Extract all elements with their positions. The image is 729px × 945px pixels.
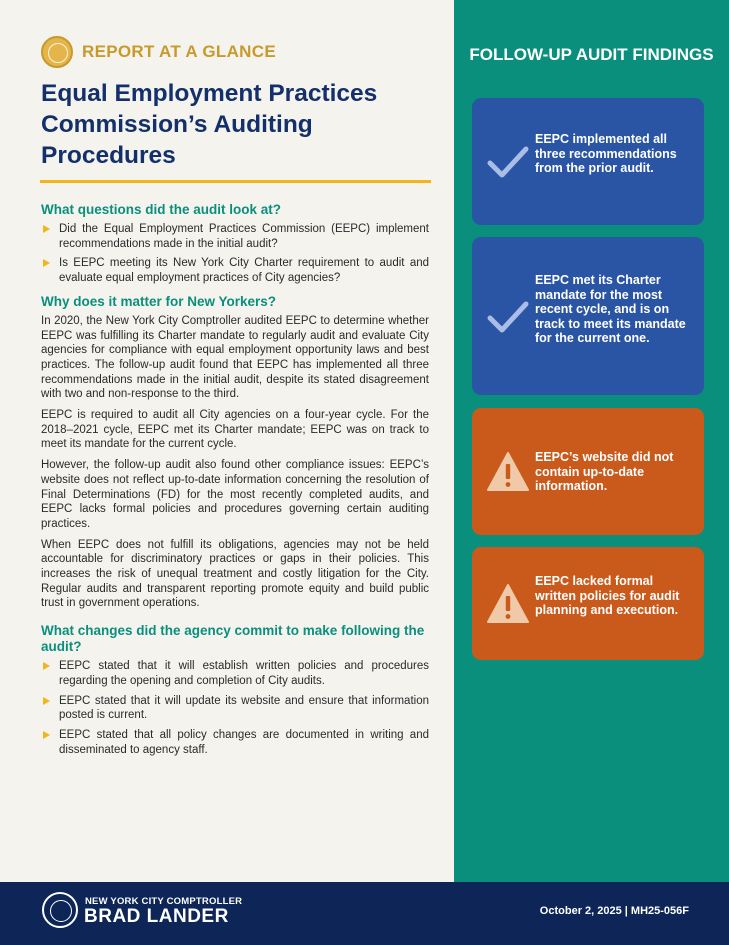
footer-org: NEW YORK CITY COMPTROLLER: [85, 896, 243, 907]
report-date-id: October 2, 2025 | MH25-056F: [539, 905, 689, 917]
footer-name: BRAD LANDER: [84, 906, 229, 927]
questions-list: [41, 222, 429, 286]
finding-text: EEPC lacked formal written policies for audit planning and execution.: [535, 574, 680, 617]
list-item: Is EEPC meeting its New York City Charter requirement to audit and evaluate equal employment practices of City agencies?: [41, 256, 429, 285]
list-item: Did the Equal Employment Practices Commission (EEPC) implement recommendations made in the initial audit?: [41, 222, 429, 251]
checkmark-icon: [486, 141, 530, 185]
finding-card: [472, 547, 704, 660]
finding-card: [472, 98, 704, 225]
findings-title: FOLLOW-UP AUDIT FINDINGS: [469, 45, 714, 64]
title-divider: [40, 180, 431, 183]
report-body: [41, 202, 429, 765]
report-kicker: REPORT AT A GLANCE: [82, 42, 276, 61]
finding-text: EEPC met its Charter mandate for the most recent cycle, and is on track to meet its mandate for the current one.: [535, 273, 686, 345]
why-paragraph: However, the follow-up audit also found other compliance issues: EEPC’s website does not reflect up-to-date information concerning the resolution of Final Determinations (FD) for the most recently completed audits, and EEPC lacks formal policies and procedures governing certain auditing practices.: [41, 459, 429, 530]
why-heading: Why does it matter for New Yorkers?: [41, 293, 277, 309]
why-paragraph: When EEPC does not fulfill its obligations, agencies may not be held accountable for discriminatory practices or gaps in their policies. This increases the risk of unequal treatment and costly litigation for the City. Regular audits and transparent reporting promote equity and build public trust in government operations.: [41, 538, 429, 610]
list-item: EEPC stated that it will update its website and ensure that information posted is current.: [41, 694, 429, 723]
finding-text: EEPC implemented all three recommendations from the prior audit.: [535, 132, 677, 175]
checkmark-icon: [486, 296, 530, 340]
finding-text: EEPC’s website did not contain up-to-date information.: [535, 450, 674, 493]
finding-card: [472, 408, 704, 535]
city-seal-icon: [41, 36, 73, 68]
warning-icon: [486, 582, 530, 626]
why-paragraph: In 2020, the New York City Comptroller audited EEPC to determine whether EEPC was fulfilling its Charter mandate to regularly audit and evaluate City agencies for compliance with equal employment opportunity laws and best practices. The follow-up audit found that EEPC has implemented all three recommendations made in the initial audit, despite its stated disagreement with two and non-response to the third.: [41, 314, 429, 401]
why-paragraph: EEPC is required to audit all City agencies on a four-year cycle. For the 2018–2021 cycle, EEPC met its Charter mandate; EEPC was on track to meet its mandate for the current cycle.: [41, 409, 429, 451]
list-item: EEPC stated that all policy changes are documented in writing and disseminated to agency staff.: [41, 728, 429, 757]
changes-heading: What changes did the agency commit to make following the audit?: [41, 623, 425, 655]
comptroller-seal-icon: [42, 892, 78, 928]
report-title: Equal Employment Practices Commission’s Auditing Procedures: [41, 80, 378, 169]
warning-icon: [486, 450, 530, 494]
finding-card: [472, 237, 704, 395]
changes-list: [41, 659, 429, 757]
list-item: EEPC stated that it will establish written policies and procedures regarding the opening and completion of City audits.: [41, 659, 429, 688]
questions-heading: What questions did the audit look at?: [41, 202, 281, 217]
